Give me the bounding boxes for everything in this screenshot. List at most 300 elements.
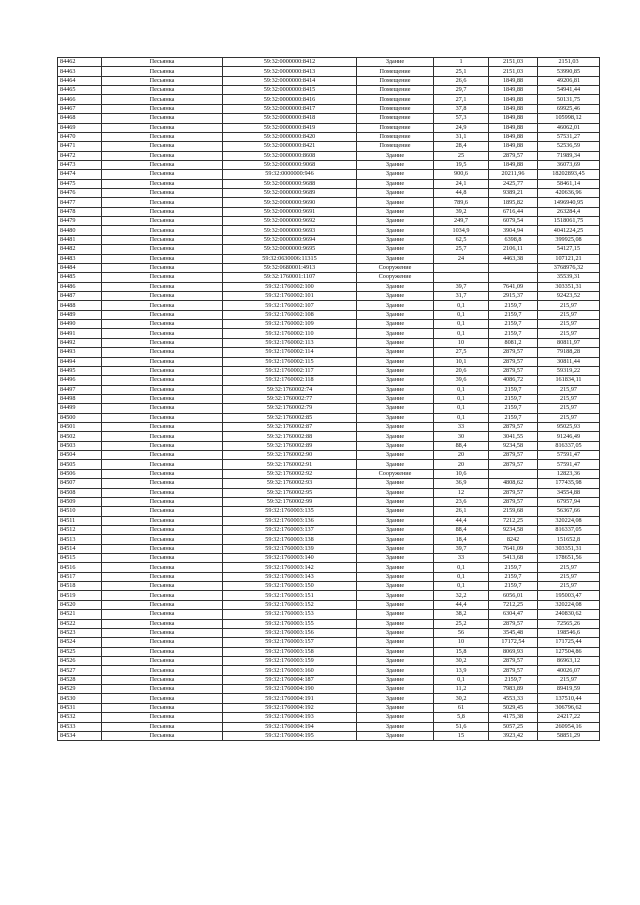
- table-row: [58, 507, 600, 516]
- cadastral-value-cell: 91246,49: [538, 432, 600, 441]
- object-type-cell: Здание: [357, 291, 434, 300]
- cadastral-value-cell: 260954,16: [538, 722, 600, 731]
- area-cell: 0,1: [434, 329, 489, 338]
- cadastral-number-cell: 59:32:1760003:140: [223, 554, 357, 563]
- cadastral-number-cell: 59:32:1760003:158: [223, 647, 357, 656]
- cadastral-value-cell: 46062,01: [538, 123, 600, 132]
- object-type-cell: Здание: [357, 563, 434, 572]
- rate-cell: 2159,7: [489, 572, 538, 581]
- area-cell: 0,1: [434, 582, 489, 591]
- cadastral-number-cell: 59:32:1760002:118: [223, 376, 357, 385]
- locality-cell: Песьянка: [102, 338, 223, 347]
- cadastral-number-cell: 59:32:1760002:100: [223, 282, 357, 291]
- rate-cell: 2159,7: [489, 301, 538, 310]
- row-number-cell: 84494: [58, 357, 102, 366]
- cadastral-value-cell: 92423,52: [538, 291, 600, 300]
- area-cell: 10: [434, 638, 489, 647]
- area-cell: 11,2: [434, 685, 489, 694]
- row-number-cell: 84520: [58, 600, 102, 609]
- rate-cell: 9234,58: [489, 441, 538, 450]
- cadastral-number-cell: 59:32:1760004:194: [223, 722, 357, 731]
- area-cell: 37,8: [434, 104, 489, 113]
- table-row: [58, 104, 600, 113]
- rate-cell: 2879,57: [489, 451, 538, 460]
- area-cell: 57,3: [434, 114, 489, 123]
- object-type-cell: Здание: [357, 338, 434, 347]
- table-row: [58, 525, 600, 534]
- locality-cell: Песьянка: [102, 310, 223, 319]
- rate-cell: 7983,89: [489, 685, 538, 694]
- cadastral-value-cell: 263284,4: [538, 207, 600, 216]
- area-cell: 39,7: [434, 282, 489, 291]
- locality-cell: Песьянка: [102, 554, 223, 563]
- row-number-cell: 84521: [58, 610, 102, 619]
- cadastral-value-cell: 12823,36: [538, 469, 600, 478]
- cadastral-number-cell: 59:32:1760002:77: [223, 394, 357, 403]
- rate-cell: 20211,96: [489, 170, 538, 179]
- area-cell: 20: [434, 451, 489, 460]
- table-row: [58, 703, 600, 712]
- rate-cell: 6716,44: [489, 207, 538, 216]
- locality-cell: Песьянка: [102, 198, 223, 207]
- object-type-cell: Здание: [357, 582, 434, 591]
- area-cell: 29,7: [434, 86, 489, 95]
- rate-cell: 9234,58: [489, 525, 538, 534]
- table-row: [58, 628, 600, 637]
- cadastral-number-cell: 59:32:1760003:160: [223, 666, 357, 675]
- object-type-cell: Здание: [357, 329, 434, 338]
- table-row: [58, 179, 600, 188]
- table-row: [58, 497, 600, 506]
- row-number-cell: 84475: [58, 179, 102, 188]
- area-cell: 13,9: [434, 666, 489, 675]
- table-row: [58, 151, 600, 160]
- row-number-cell: 84503: [58, 441, 102, 450]
- cadastral-value-cell: 59319,22: [538, 366, 600, 375]
- cadastral-number-cell: 59:32:1760003:136: [223, 516, 357, 525]
- object-type-cell: Здание: [357, 441, 434, 450]
- locality-cell: Песьянка: [102, 516, 223, 525]
- object-type-cell: Здание: [357, 479, 434, 488]
- table-row: [58, 76, 600, 85]
- locality-cell: Песьянка: [102, 572, 223, 581]
- cadastral-number-cell: 59:32:0000000:9689: [223, 189, 357, 198]
- cadastral-number-cell: 59:32:1760002:109: [223, 320, 357, 329]
- object-type-cell: Здание: [357, 235, 434, 244]
- rate-cell: 17172,54: [489, 638, 538, 647]
- rate-cell: 2879,57: [489, 460, 538, 469]
- area-cell: 0,1: [434, 310, 489, 319]
- locality-cell: Песьянка: [102, 404, 223, 413]
- locality-cell: Песьянка: [102, 235, 223, 244]
- object-type-cell: Здание: [357, 423, 434, 432]
- cadastral-number-cell: 59:32:0000000:9068: [223, 160, 357, 169]
- table-row: [58, 685, 600, 694]
- table-row: [58, 619, 600, 628]
- area-cell: 30: [434, 432, 489, 441]
- rate-cell: 2159,68: [489, 507, 538, 516]
- table-row: [58, 554, 600, 563]
- cadastral-value-cell: 303351,31: [538, 282, 600, 291]
- cadastral-value-cell: 161834,11: [538, 376, 600, 385]
- area-cell: 0,1: [434, 413, 489, 422]
- row-number-cell: 84534: [58, 731, 102, 740]
- rate-cell: 2159,7: [489, 413, 538, 422]
- object-type-cell: Здание: [357, 488, 434, 497]
- object-type-cell: Здание: [357, 610, 434, 619]
- cadastral-value-cell: 80811,97: [538, 338, 600, 347]
- cadastral-value-cell: 151652,8: [538, 535, 600, 544]
- cadastral-value-cell: 58461,14: [538, 179, 600, 188]
- table-row: [58, 376, 600, 385]
- cadastral-number-cell: 59:32:1760003:159: [223, 657, 357, 666]
- area-cell: 23,6: [434, 497, 489, 506]
- table-row: [58, 366, 600, 375]
- row-number-cell: 84516: [58, 563, 102, 572]
- object-type-cell: Здание: [357, 544, 434, 553]
- rate-cell: 3545,48: [489, 628, 538, 637]
- rate-cell: 2159,7: [489, 394, 538, 403]
- cadastral-number-cell: 59:32:1760001:1107: [223, 273, 357, 282]
- object-type-cell: Здание: [357, 310, 434, 319]
- locality-cell: Песьянка: [102, 170, 223, 179]
- cadastral-number-cell: 59:32:1760002:79: [223, 404, 357, 413]
- row-number-cell: 84504: [58, 451, 102, 460]
- cadastral-number-cell: 59:32:0000000:9693: [223, 226, 357, 235]
- cadastral-value-cell: 127504,86: [538, 647, 600, 656]
- area-cell: 10: [434, 338, 489, 347]
- table-row: [58, 58, 600, 67]
- cadastral-number-cell: 59:32:1760002:93: [223, 479, 357, 488]
- cadastral-value-cell: 1496940,95: [538, 198, 600, 207]
- object-type-cell: Здание: [357, 282, 434, 291]
- rate-cell: 2879,57: [489, 151, 538, 160]
- locality-cell: Песьянка: [102, 657, 223, 666]
- rate-cell: 1849,88: [489, 160, 538, 169]
- object-type-cell: Здание: [357, 638, 434, 647]
- row-number-cell: 84514: [58, 544, 102, 553]
- row-number-cell: 84532: [58, 713, 102, 722]
- area-cell: 0,1: [434, 320, 489, 329]
- table-row: [58, 123, 600, 132]
- cadastral-value-cell: 320224,08: [538, 600, 600, 609]
- table-row: [58, 142, 600, 151]
- rate-cell: 4808,62: [489, 479, 538, 488]
- rate-cell: 2425,77: [489, 179, 538, 188]
- row-number-cell: 84469: [58, 123, 102, 132]
- row-number-cell: 84483: [58, 254, 102, 263]
- row-number-cell: 84472: [58, 151, 102, 160]
- object-type-cell: Здание: [357, 647, 434, 656]
- object-type-cell: Здание: [357, 432, 434, 441]
- cadastral-number-cell: 59:32:0000000:9690: [223, 198, 357, 207]
- cadastral-value-cell: 54127,15: [538, 245, 600, 254]
- table-row: [58, 235, 600, 244]
- table-row: [58, 357, 600, 366]
- locality-cell: Песьянка: [102, 86, 223, 95]
- table-row: [58, 582, 600, 591]
- object-type-cell: Помещение: [357, 86, 434, 95]
- locality-cell: Песьянка: [102, 432, 223, 441]
- object-type-cell: Здание: [357, 591, 434, 600]
- object-type-cell: Здание: [357, 217, 434, 226]
- rate-cell: 9389,21: [489, 189, 538, 198]
- cadastral-number-cell: 59:32:1760003:135: [223, 507, 357, 516]
- area-cell: 10,1: [434, 357, 489, 366]
- row-number-cell: 84515: [58, 554, 102, 563]
- table-row: [58, 544, 600, 553]
- rate-cell: 2879,57: [489, 497, 538, 506]
- object-type-cell: Сооружение: [357, 263, 434, 272]
- rate-cell: 1849,88: [489, 123, 538, 132]
- locality-cell: Песьянка: [102, 217, 223, 226]
- object-type-cell: Здание: [357, 525, 434, 534]
- cadastral-number-cell: 59:32:1760002:90: [223, 451, 357, 460]
- rate-cell: 2151,03: [489, 67, 538, 76]
- table-body: [58, 58, 600, 741]
- object-type-cell: Здание: [357, 254, 434, 263]
- area-cell: 39,2: [434, 207, 489, 216]
- cadastral-number-cell: 59:32:1760003:156: [223, 628, 357, 637]
- rate-cell: [489, 273, 538, 282]
- table-row: [58, 535, 600, 544]
- object-type-cell: Здание: [357, 451, 434, 460]
- table-row: [58, 479, 600, 488]
- locality-cell: Песьянка: [102, 301, 223, 310]
- cadastral-value-cell: 58851,29: [538, 731, 600, 740]
- row-number-cell: 84525: [58, 647, 102, 656]
- cadastral-value-cell: 86963,12: [538, 657, 600, 666]
- cadastral-value-cell: 1518061,75: [538, 217, 600, 226]
- cadastral-number-cell: 59:32:1760004:193: [223, 713, 357, 722]
- row-number-cell: 84467: [58, 104, 102, 113]
- rate-cell: 2151,03: [489, 58, 538, 67]
- locality-cell: Песьянка: [102, 95, 223, 104]
- area-cell: 88,4: [434, 441, 489, 450]
- object-type-cell: Здание: [357, 507, 434, 516]
- row-number-cell: 84509: [58, 497, 102, 506]
- object-type-cell: Здание: [357, 460, 434, 469]
- area-cell: 44,8: [434, 189, 489, 198]
- locality-cell: Песьянка: [102, 413, 223, 422]
- cadastral-number-cell: 59:32:0000000:8417: [223, 104, 357, 113]
- area-cell: 25: [434, 151, 489, 160]
- rate-cell: 6079,54: [489, 217, 538, 226]
- table-row: [58, 114, 600, 123]
- table-row: [58, 310, 600, 319]
- cadastral-number-cell: 59:32:1760002:89: [223, 441, 357, 450]
- cadastral-number-cell: 59:32:1760004:195: [223, 731, 357, 740]
- area-cell: 25,1: [434, 67, 489, 76]
- area-cell: 249,7: [434, 217, 489, 226]
- rate-cell: 4086,72: [489, 376, 538, 385]
- area-cell: 51,6: [434, 722, 489, 731]
- cadastral-value-cell: 57591,47: [538, 460, 600, 469]
- cadastral-number-cell: 59:32:0000000:946: [223, 170, 357, 179]
- object-type-cell: Здание: [357, 554, 434, 563]
- rate-cell: 2159,7: [489, 675, 538, 684]
- cadastral-value-cell: 195003,47: [538, 591, 600, 600]
- table-row: [58, 132, 600, 141]
- locality-cell: Песьянка: [102, 366, 223, 375]
- table-row: [58, 86, 600, 95]
- row-number-cell: 84491: [58, 329, 102, 338]
- locality-cell: Песьянка: [102, 507, 223, 516]
- area-cell: 20,6: [434, 366, 489, 375]
- row-number-cell: 84528: [58, 675, 102, 684]
- rate-cell: 2159,7: [489, 320, 538, 329]
- cadastral-value-cell: 30811,44: [538, 357, 600, 366]
- cadastral-value-cell: 816337,05: [538, 441, 600, 450]
- rate-cell: 6056,01: [489, 591, 538, 600]
- object-type-cell: Помещение: [357, 95, 434, 104]
- locality-cell: Песьянка: [102, 329, 223, 338]
- rate-cell: 2879,57: [489, 666, 538, 675]
- rate-cell: 7641,09: [489, 282, 538, 291]
- table-row: [58, 413, 600, 422]
- rate-cell: 8242: [489, 535, 538, 544]
- locality-cell: Песьянка: [102, 666, 223, 675]
- table-row: [58, 731, 600, 740]
- rate-cell: 4463,38: [489, 254, 538, 263]
- locality-cell: Песьянка: [102, 67, 223, 76]
- cadastral-number-cell: 59:32:1760003:139: [223, 544, 357, 553]
- locality-cell: Песьянка: [102, 544, 223, 553]
- object-type-cell: Здание: [357, 413, 434, 422]
- cadastral-value-cell: 137510,44: [538, 694, 600, 703]
- cadastral-number-cell: 59:32:0000000:9691: [223, 207, 357, 216]
- locality-cell: Песьянка: [102, 713, 223, 722]
- rate-cell: 2159,7: [489, 385, 538, 394]
- table-row: [58, 469, 600, 478]
- row-number-cell: 84462: [58, 58, 102, 67]
- object-type-cell: Здание: [357, 245, 434, 254]
- rate-cell: 2879,57: [489, 357, 538, 366]
- table-row: [58, 572, 600, 581]
- cadastral-number-cell: 59:32:1760002:87: [223, 423, 357, 432]
- cadastral-value-cell: 171725,44: [538, 638, 600, 647]
- row-number-cell: 84468: [58, 114, 102, 123]
- cadastral-value-cell: 71989,34: [538, 151, 600, 160]
- area-cell: 33: [434, 423, 489, 432]
- object-type-cell: Здание: [357, 600, 434, 609]
- object-type-cell: Здание: [357, 179, 434, 188]
- row-number-cell: 84488: [58, 301, 102, 310]
- table-row: [58, 563, 600, 572]
- object-type-cell: Здание: [357, 703, 434, 712]
- cadastral-number-cell: 59:32:1760002:101: [223, 291, 357, 300]
- cadastral-value-cell: 72565,26: [538, 619, 600, 628]
- row-number-cell: 84523: [58, 628, 102, 637]
- cadastral-number-cell: 59:32:1760004:187: [223, 675, 357, 684]
- area-cell: 33: [434, 554, 489, 563]
- cadastral-number-cell: 59:32:1760002:110: [223, 329, 357, 338]
- row-number-cell: 84511: [58, 516, 102, 525]
- object-type-cell: Помещение: [357, 132, 434, 141]
- locality-cell: Песьянка: [102, 497, 223, 506]
- area-cell: 0,1: [434, 675, 489, 684]
- cadastral-number-cell: 59:32:0000000:8413: [223, 67, 357, 76]
- cadastral-value-cell: 57531,27: [538, 132, 600, 141]
- row-number-cell: 84471: [58, 142, 102, 151]
- object-type-cell: Здание: [357, 685, 434, 694]
- locality-cell: Песьянка: [102, 394, 223, 403]
- area-cell: 27,5: [434, 348, 489, 357]
- row-number-cell: 84485: [58, 273, 102, 282]
- row-number-cell: 84476: [58, 189, 102, 198]
- object-type-cell: Здание: [357, 189, 434, 198]
- cadastral-value-cell: 69925,46: [538, 104, 600, 113]
- cadastral-value-cell: 215,97: [538, 572, 600, 581]
- object-type-cell: Здание: [357, 320, 434, 329]
- cadastral-value-cell: 56367,66: [538, 507, 600, 516]
- locality-cell: Песьянка: [102, 376, 223, 385]
- cadastral-value-cell: 36073,69: [538, 160, 600, 169]
- rate-cell: 2159,7: [489, 404, 538, 413]
- area-cell: [434, 263, 489, 272]
- row-number-cell: 84529: [58, 685, 102, 694]
- locality-cell: Песьянка: [102, 460, 223, 469]
- table-row: [58, 273, 600, 282]
- object-type-cell: Здание: [357, 572, 434, 581]
- area-cell: 88,4: [434, 525, 489, 534]
- object-type-cell: Здание: [357, 535, 434, 544]
- cadastral-number-cell: 59:32:0000000:8412: [223, 58, 357, 67]
- table-row: [58, 394, 600, 403]
- locality-cell: Песьянка: [102, 694, 223, 703]
- row-number-cell: 84493: [58, 348, 102, 357]
- area-cell: 31,7: [434, 291, 489, 300]
- area-cell: 0,1: [434, 404, 489, 413]
- area-cell: 789,6: [434, 198, 489, 207]
- rate-cell: 1849,88: [489, 76, 538, 85]
- row-number-cell: 84506: [58, 469, 102, 478]
- locality-cell: Песьянка: [102, 563, 223, 572]
- rate-cell: 7212,25: [489, 516, 538, 525]
- cadastral-value-cell: 240830,62: [538, 610, 600, 619]
- cadastral-number-cell: 59:32:1760002:108: [223, 310, 357, 319]
- object-type-cell: Здание: [357, 731, 434, 740]
- row-number-cell: 84533: [58, 722, 102, 731]
- locality-cell: Песьянка: [102, 76, 223, 85]
- rate-cell: 2159,7: [489, 563, 538, 572]
- table-row: [58, 217, 600, 226]
- rate-cell: 2879,57: [489, 657, 538, 666]
- rate-cell: 7641,09: [489, 544, 538, 553]
- object-type-cell: Здание: [357, 497, 434, 506]
- rate-cell: 1895,82: [489, 198, 538, 207]
- area-cell: 15: [434, 731, 489, 740]
- area-cell: 27,1: [434, 95, 489, 104]
- cadastral-number-cell: 59:32:1760003:142: [223, 563, 357, 572]
- object-type-cell: Здание: [357, 366, 434, 375]
- locality-cell: Песьянка: [102, 207, 223, 216]
- rate-cell: [489, 263, 538, 272]
- row-number-cell: 84481: [58, 235, 102, 244]
- table-row: [58, 291, 600, 300]
- area-cell: 900,6: [434, 170, 489, 179]
- area-cell: 0,1: [434, 301, 489, 310]
- locality-cell: Песьянка: [102, 104, 223, 113]
- row-number-cell: 84508: [58, 488, 102, 497]
- cadastral-value-cell: 53990,85: [538, 67, 600, 76]
- cadastral-number-cell: 59:32:1760004:191: [223, 694, 357, 703]
- rate-cell: 8069,93: [489, 647, 538, 656]
- object-type-cell: Сооружение: [357, 469, 434, 478]
- area-cell: 24,1: [434, 179, 489, 188]
- row-number-cell: 84465: [58, 86, 102, 95]
- cadastral-number-cell: 59:32:1760003:157: [223, 638, 357, 647]
